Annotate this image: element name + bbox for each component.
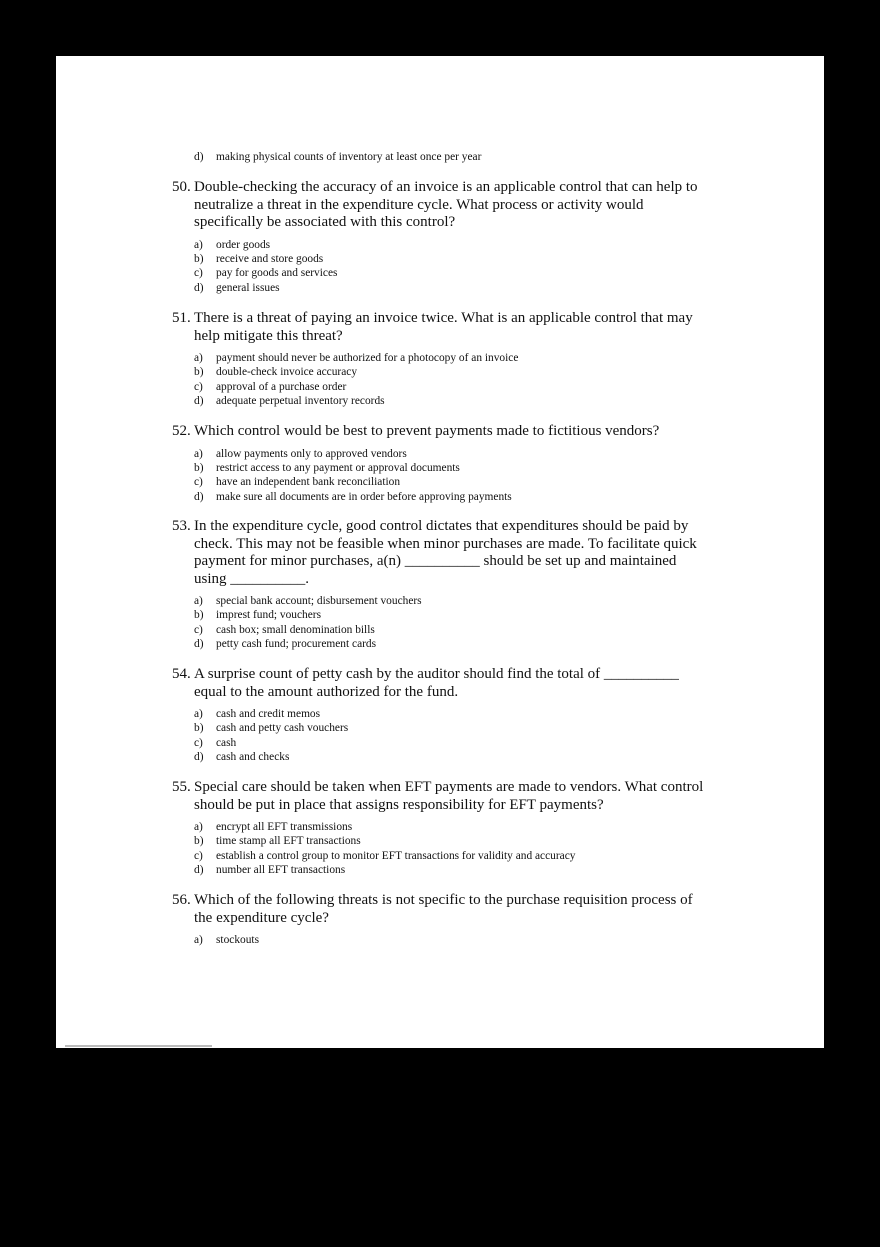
option	[194, 238, 712, 252]
option-letter: c)	[194, 849, 203, 862]
option-text: adequate perpetual inventory records	[216, 395, 385, 408]
question-number: 52.	[172, 423, 191, 439]
document-page	[56, 56, 824, 1048]
option-letter: d)	[194, 490, 204, 503]
option-text: allow payments only to approved vendors	[216, 447, 407, 460]
option-text: cash and petty cash vouchers	[216, 722, 349, 735]
option	[194, 461, 712, 475]
option	[194, 380, 712, 394]
question-text: Special care should be taken when EFT payments are made to vendors. What control should be put in place that assigns responsibility for EFT payments?	[194, 779, 704, 813]
option-text: have an independent bank reconciliation	[216, 476, 401, 489]
option-letter: a)	[194, 821, 203, 833]
option	[194, 750, 712, 764]
option-text: establish a control group to monitor EFT transactions for validity and accuracy	[216, 849, 576, 862]
option-letter: c)	[194, 476, 203, 489]
question-55	[172, 779, 712, 878]
option-text: cash box; small denomination bills	[216, 623, 375, 636]
question-51	[172, 310, 712, 409]
option	[194, 721, 712, 735]
option	[194, 707, 712, 721]
option-letter: b)	[194, 609, 204, 622]
question-number: 50.	[172, 179, 191, 195]
question-text: Double-checking the accuracy of an invoice is an applicable control that can help to neutralize a threat in the expenditure cycle. What process or activity would specifically be associated with this control?	[194, 179, 698, 230]
option-text: imprest fund; vouchers	[216, 609, 322, 622]
question-54	[172, 666, 712, 765]
option	[194, 351, 712, 365]
question-number: 54.	[172, 666, 191, 682]
question-number: 55.	[172, 779, 191, 795]
question-52	[172, 423, 712, 504]
option	[194, 834, 712, 848]
option	[194, 637, 712, 651]
option-letter: c)	[194, 380, 203, 393]
option	[194, 608, 712, 622]
option-letter: b)	[194, 252, 204, 265]
option-text: cash	[216, 736, 237, 749]
option-letter: a)	[194, 934, 203, 946]
option-text: special bank account; disbursement vouchers	[216, 595, 422, 607]
question-number: 56.	[172, 892, 191, 908]
question-text: In the expenditure cycle, good control dictates that expenditures should be paid by check. This may not be feasible when minor purchases are made. To facilitate quick payment for minor purchases, a(n) __________ should be set up and maintained using __________.	[194, 518, 697, 587]
question-text: Which of the following threats is not specific to the purchase requisition process of the expenditure cycle?	[194, 892, 693, 926]
option-letter: a)	[194, 708, 203, 720]
option-letter: d)	[194, 151, 204, 163]
option-letter: c)	[194, 623, 203, 636]
option	[194, 252, 712, 266]
option-text: make sure all documents are in order before approving payments	[216, 490, 512, 503]
option-text: stockouts	[216, 934, 260, 946]
option	[194, 594, 712, 608]
option-letter: b)	[194, 366, 204, 379]
option	[194, 447, 712, 461]
question-text: There is a threat of paying an invoice twice. What is an applicable control that may help mitigate this threat?	[194, 310, 693, 344]
option-text: general issues	[216, 281, 280, 294]
option	[194, 475, 712, 489]
question-53	[172, 518, 712, 652]
option-letter: a)	[194, 447, 203, 460]
option-text: double-check invoice accuracy	[216, 366, 358, 379]
option	[194, 394, 712, 408]
option	[194, 736, 712, 750]
option	[194, 623, 712, 637]
option	[194, 490, 712, 504]
option	[194, 266, 712, 280]
question-56	[172, 892, 712, 947]
option-letter: d)	[194, 638, 204, 651]
option	[194, 863, 712, 877]
option-text: making physical counts of inventory at least once per year	[216, 151, 482, 163]
leading-option	[172, 150, 712, 164]
option-text: receive and store goods	[216, 252, 324, 265]
option-text: order goods	[216, 238, 271, 251]
option	[194, 849, 712, 863]
option-text: restrict access to any payment or approval documents	[216, 461, 460, 474]
question-50	[172, 179, 712, 295]
question-number: 53.	[172, 518, 191, 534]
option	[194, 365, 712, 379]
option-text: payment should never be authorized for a photocopy of an invoice	[216, 352, 519, 364]
option-letter: d)	[194, 395, 204, 408]
option	[194, 281, 712, 295]
option-text: pay for goods and services	[216, 267, 338, 280]
option-text: cash and credit memos	[216, 708, 321, 720]
option-letter: b)	[194, 722, 204, 735]
option-letter: a)	[194, 352, 203, 364]
option-letter: d)	[194, 751, 204, 764]
question-text: Which control would be best to prevent payments made to fictitious vendors?	[194, 423, 660, 439]
option-letter: d)	[194, 281, 204, 294]
option-text: cash and checks	[216, 751, 290, 764]
option	[194, 150, 712, 164]
option-letter: d)	[194, 864, 204, 877]
question-text: A surprise count of petty cash by the auditor should find the total of __________ equal to the amount authorized for the fund.	[194, 666, 679, 700]
question-number: 51.	[172, 310, 191, 326]
option-letter: c)	[194, 267, 203, 280]
option	[194, 820, 712, 834]
option-text: approval of a purchase order	[216, 380, 347, 393]
option-text: encrypt all EFT transmissions	[216, 821, 353, 833]
option-letter: a)	[194, 238, 203, 251]
option-letter: b)	[194, 835, 204, 848]
option-text: time stamp all EFT transactions	[216, 835, 361, 848]
option-letter: a)	[194, 595, 203, 607]
option-text: petty cash fund; procurement cards	[216, 638, 377, 651]
option-text: number all EFT transactions	[216, 864, 346, 877]
option-letter: b)	[194, 461, 204, 474]
option-letter: c)	[194, 736, 203, 749]
footnote-separator-line	[65, 1045, 212, 1047]
option	[194, 933, 712, 947]
